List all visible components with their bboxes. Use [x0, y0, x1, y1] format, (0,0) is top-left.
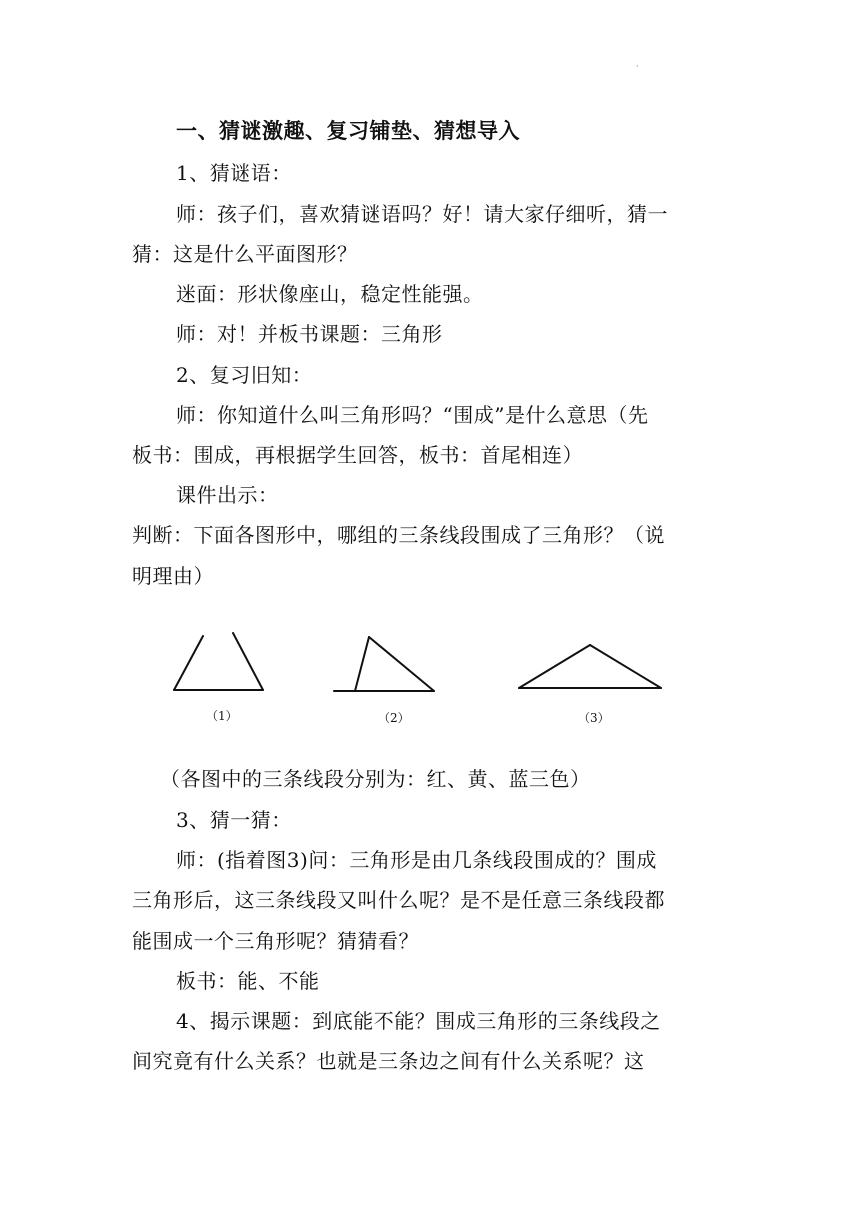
- paragraph-line: 板书：围成，再根据学生回答，板书：首尾相连）: [132, 443, 583, 467]
- paragraph-line: 师：对！并板书课题：三角形: [176, 322, 443, 346]
- paragraph-line: 4、揭示课题：到底能不能？围成三角形的三条线段之: [176, 1009, 661, 1033]
- figure-2-label: （2）: [378, 711, 410, 725]
- paragraph-line: （各图中的三条线段分别为：红、黄、蓝三色）: [160, 767, 591, 791]
- figure-2-right-side: [369, 637, 434, 691]
- figure-3-left-side: [519, 645, 590, 688]
- paragraph-line: 2、复习旧知：: [176, 363, 313, 387]
- paragraph-line: 间究竟有什么关系？也就是三条边之间有什么关系呢？这: [132, 1049, 645, 1073]
- paragraph-line: 师：你知道什么叫三角形吗？“围成”是什么意思（先: [176, 403, 649, 427]
- figure-1-label: （1）: [206, 709, 238, 723]
- figure-2-left-side: [355, 637, 369, 691]
- figure-1-segments: [174, 633, 263, 690]
- section-heading: 一、猜谜激趣、复习铺垫、猜想导入: [176, 119, 520, 143]
- paragraph-line: 课件出示：: [176, 483, 279, 507]
- paragraph-line: 迷面：形状像座山，稳定性能强。: [176, 282, 484, 306]
- figure-2-segments: [334, 637, 434, 691]
- figure-1-left-side: [174, 636, 203, 690]
- paragraph-line: 能围成一个三角形呢？猜猜看？: [132, 929, 419, 953]
- paragraph-line: 1、猜谜语：: [176, 161, 292, 185]
- paragraph-line: 明理由）: [132, 564, 214, 588]
- paragraph-line: 板书：能、不能: [176, 969, 320, 993]
- figure-1-right-side: [233, 633, 263, 690]
- figure-3-label: （3）: [578, 711, 610, 725]
- paragraph-line: 师：(指着图3)问：三角形是由几条线段围成的？围成: [176, 848, 657, 872]
- paragraph-line: 三角形后，这三条线段又叫什么呢？是不是任意三条线段都: [132, 888, 665, 912]
- figure-3-segments: [519, 645, 661, 688]
- corner-mark: ·: [636, 62, 639, 71]
- paragraph-line: 猜：这是什么平面图形？: [132, 242, 358, 266]
- paragraph-line: 3、猜一猜：: [176, 808, 292, 832]
- figure-3-right-side: [590, 645, 661, 688]
- paragraph-line: 判断：下面各图形中，哪组的三条线段围成了三角形？（说: [132, 523, 665, 547]
- paragraph-line: 师：孩子们，喜欢猜谜语吗？好！请大家仔细听，猜一: [176, 202, 668, 226]
